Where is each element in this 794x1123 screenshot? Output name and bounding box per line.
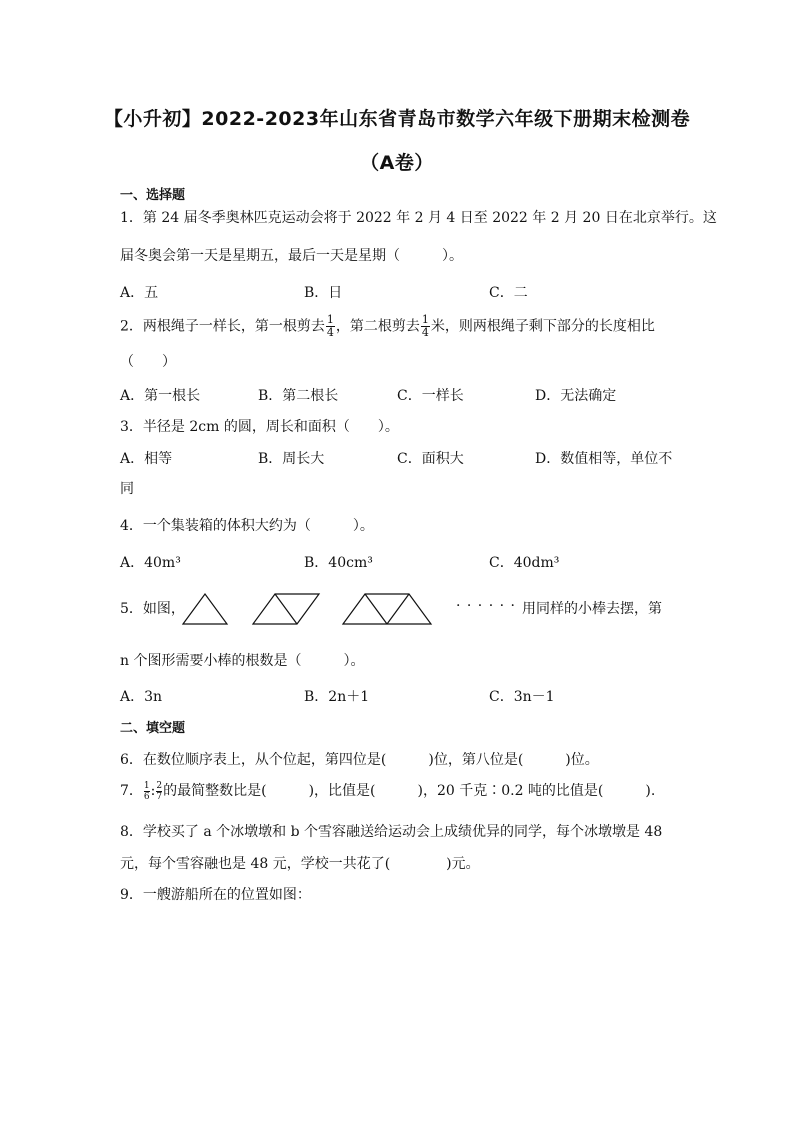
document-subtitle: （A卷）	[360, 152, 434, 174]
question-7-suffix: 的最简整数比是( )，比值是( )，20 千克∶0.2 吨的比值是( ).	[163, 783, 656, 799]
question-2-option-a: A．第一根长	[120, 388, 201, 404]
triangle-figure-2	[252, 592, 322, 626]
question-3-line-1: 3．半径是 2cm 的圆，周长和面积（ ）。	[120, 419, 399, 435]
fraction-denominator: 4	[421, 326, 429, 339]
question-5-option-b: B．2n＋1	[304, 689, 370, 705]
diagonal-line	[365, 594, 387, 624]
fraction-denominator: 7	[156, 791, 163, 802]
question-2-line-1	[120, 314, 655, 339]
ratio-colon: :	[150, 783, 156, 799]
triangle-figure-3	[342, 592, 436, 626]
question-8-line-1: 8．学校买了 a 个冰墩墩和 b 个雪容融送给运动会上成绩优异的同学，每个冰墩墩是 48	[120, 824, 663, 840]
triangle-figure-1	[182, 592, 230, 626]
fraction-one-quarter-meter	[421, 314, 430, 339]
fraction-denominator: 6	[143, 791, 150, 802]
question-2-option-b: B．第二根长	[258, 388, 339, 404]
diagonal-line	[387, 594, 409, 624]
question-2-mid: ，第二根剪去	[335, 318, 420, 335]
question-4-option-c: C．40dm³	[489, 555, 560, 571]
question-1-option-c: C．二	[489, 285, 528, 301]
question-7-prefix: 7．	[120, 783, 143, 799]
question-4-line-1: 4．一个集装箱的体积大约为（ ）。	[120, 518, 374, 534]
question-1-line-1: 1．第 24 届冬季奥林匹克运动会将于 2022 年 2 月 4 日至 2022 年 2 月 20 日在北京举行。这	[120, 210, 717, 226]
fraction-numerator: 1	[421, 313, 429, 326]
ellipsis-dots: · · · · · ·	[456, 598, 516, 614]
triangle-shape	[183, 594, 227, 624]
question-3-option-c: C．面积大	[397, 451, 464, 467]
question-2-suffix: 米，则两根绳子剩下部分的长度相比	[430, 318, 655, 335]
question-3-option-b: B．周长大	[258, 451, 325, 467]
question-2-option-d: D．无法确定	[535, 388, 617, 404]
diagonal-line	[275, 594, 297, 624]
question-5-option-c: C．3n－1	[489, 689, 555, 705]
section-heading-fill: 二、填空题	[120, 721, 186, 736]
fraction-numerator: 1	[143, 780, 150, 791]
fraction-numerator: 1	[326, 313, 334, 326]
question-5-line-2: n 个图形需要小棒的根数是（ ）。	[120, 653, 365, 669]
question-3-option-d: D．数值相等，单位不	[535, 451, 673, 467]
question-3-option-d-wrap: 同	[120, 481, 134, 497]
document-title: 【小升初】2022-2023年山东省青岛市数学六年级下册期末检测卷	[103, 108, 691, 130]
question-2-option-c: C．一样长	[397, 388, 464, 404]
question-4-option-b: B．40cm³	[304, 555, 373, 571]
fraction-denominator: 4	[326, 326, 334, 339]
question-7	[120, 780, 655, 802]
question-3-option-a: A．相等	[120, 451, 173, 467]
question-9: 9．一艘游船所在的位置如图：	[120, 887, 311, 903]
question-1-line-2: 届冬奥会第一天是星期五，最后一天是星期（ ）。	[120, 248, 463, 264]
question-5-option-a: A．3n	[120, 689, 163, 705]
question-2-line-2: （ ）	[120, 354, 176, 370]
question-5-prefix: 5．如图，	[120, 601, 185, 617]
question-1-option-b: B．日	[304, 285, 343, 301]
question-5-suffix: 用同样的小棒去摆，第	[522, 601, 662, 617]
trapezoid-shape	[343, 594, 431, 624]
question-4-option-a: A．40m³	[120, 555, 181, 571]
question-2-prefix: 2．两根绳子一样长，第一根剪去	[120, 318, 325, 335]
fraction-two-sevenths	[156, 781, 162, 802]
fraction-one-quarter	[326, 314, 335, 339]
question-6: 6．在数位顺序表上，从个位起，第四位是( )位，第八位是( )位。	[120, 752, 599, 768]
fraction-numerator: 2	[156, 780, 163, 791]
section-heading-choice: 一、选择题	[120, 188, 186, 203]
fraction-one-sixth	[144, 781, 150, 802]
question-8-line-2: 元，每个雪容融也是 48 元，学校一共花了( )元。	[120, 856, 480, 872]
question-1-option-a: A．五	[120, 285, 159, 301]
